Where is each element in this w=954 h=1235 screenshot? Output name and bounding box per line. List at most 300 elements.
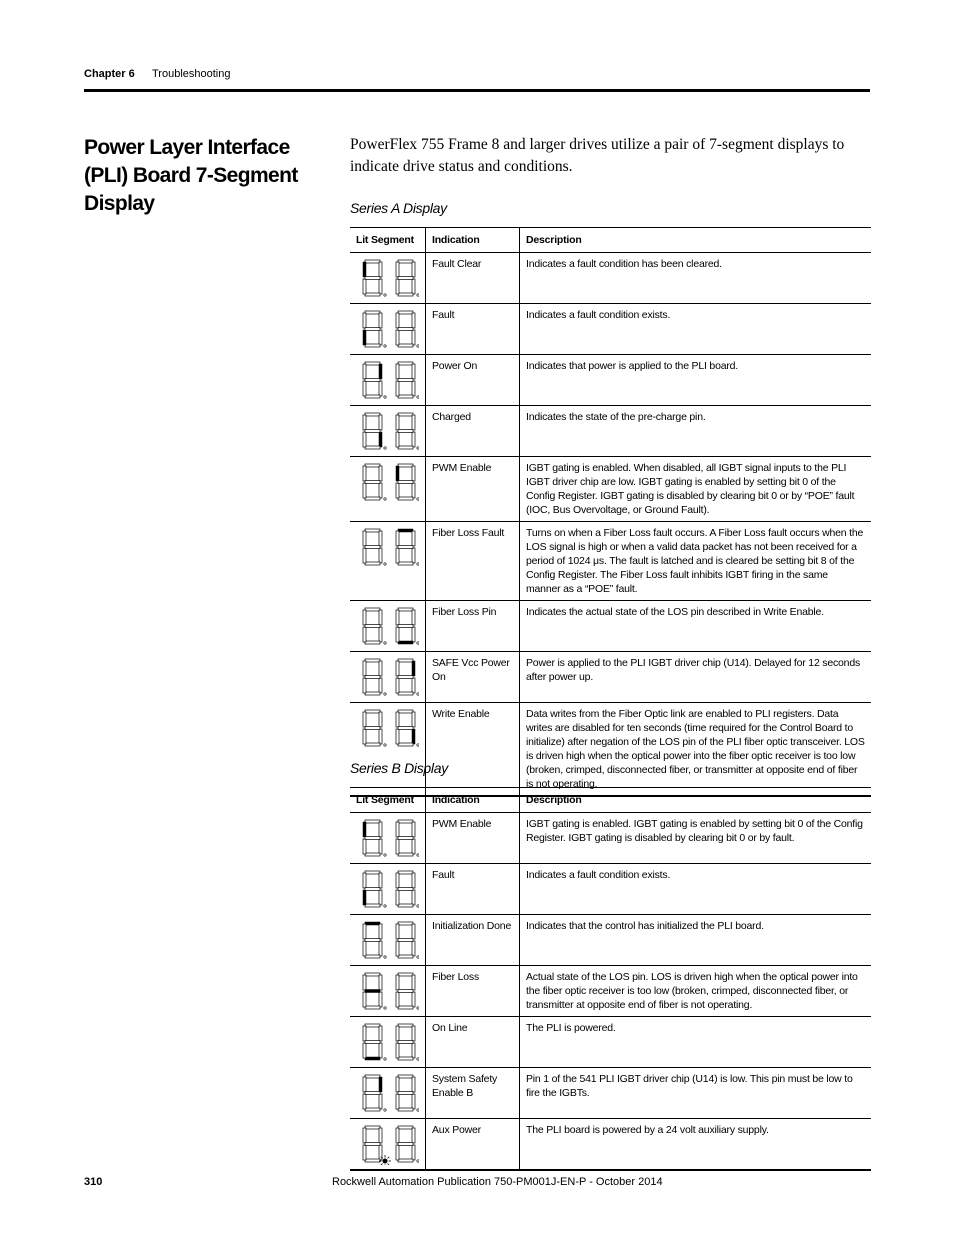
segment-f bbox=[363, 1128, 366, 1143]
lit-segment-cell bbox=[350, 253, 426, 304]
segment-c bbox=[412, 890, 415, 905]
segment-e bbox=[396, 279, 399, 294]
segment-d bbox=[365, 853, 380, 856]
segment-c bbox=[379, 381, 382, 396]
segment-e bbox=[363, 548, 366, 563]
segment-e bbox=[363, 1043, 366, 1058]
segment-g bbox=[365, 379, 380, 382]
col-lit-segment: Lit Segment bbox=[350, 788, 426, 813]
segment-b bbox=[412, 262, 415, 277]
segment-f bbox=[396, 313, 399, 328]
segment-e bbox=[396, 483, 399, 498]
col-description: Description bbox=[520, 788, 872, 813]
table-row bbox=[350, 253, 871, 304]
seg-fiber-loss-fault-icon bbox=[353, 526, 419, 568]
segment-f-lit bbox=[363, 822, 366, 837]
segment-b bbox=[379, 661, 382, 676]
segment-d bbox=[365, 1159, 380, 1162]
lit-segment-cell bbox=[350, 457, 426, 522]
indication-cell: Initialization Done bbox=[426, 915, 520, 966]
segment-a bbox=[365, 1126, 380, 1129]
table-row bbox=[350, 304, 871, 355]
segment-d bbox=[398, 1057, 413, 1060]
segment-f bbox=[396, 415, 399, 430]
indication-cell: Write Enable bbox=[426, 703, 520, 797]
segment-a bbox=[398, 1126, 413, 1129]
segment-f bbox=[363, 313, 366, 328]
indication-cell: Aux Power bbox=[426, 1119, 520, 1171]
segment-f bbox=[396, 1077, 399, 1092]
description-cell: Indicates the actual state of the LOS pin described in Write Enable. bbox=[520, 601, 872, 652]
segment-e bbox=[363, 839, 366, 854]
decimal-point bbox=[417, 854, 419, 856]
segment-a bbox=[398, 608, 413, 611]
segment-b bbox=[379, 1128, 382, 1143]
decimal-point bbox=[384, 294, 386, 296]
indication-cell: Fault Clear bbox=[426, 253, 520, 304]
segment-a bbox=[398, 413, 413, 416]
description-cell: The PLI board is powered by a 24 volt auxiliary supply. bbox=[520, 1119, 872, 1171]
segment-a bbox=[365, 362, 380, 365]
indication-cell: Fault bbox=[426, 864, 520, 915]
table-header-row bbox=[350, 228, 871, 253]
decimal-point bbox=[384, 854, 386, 856]
segment-b-lit bbox=[379, 364, 382, 379]
page-number: 310 bbox=[84, 1176, 103, 1188]
lit-segment-cell bbox=[350, 406, 426, 457]
decimal-point bbox=[384, 396, 386, 398]
series-a-rows bbox=[350, 253, 871, 797]
decimal-point bbox=[383, 1159, 387, 1163]
segment-b bbox=[379, 712, 382, 727]
segment-a bbox=[365, 260, 380, 263]
segment-c bbox=[412, 839, 415, 854]
description-cell: Data writes from the Fiber Optic link are enabled to PLI registers. Data writes are disabled for ten seconds (time required for the Control Board to initialize) after negation of the LOS pin of the PLI fiber optic transceiver. LOS is driven high when the optical power into the fiber optic receiver is too low (broken, crimped, disconnected fiber, or transmitter at opposite end of fiber is not operating. bbox=[520, 703, 872, 797]
segment-a bbox=[365, 413, 380, 416]
segment-g bbox=[398, 990, 413, 993]
segment-b-lit bbox=[412, 661, 415, 676]
segment-b bbox=[412, 610, 415, 625]
segment-d bbox=[398, 446, 413, 449]
segment-b bbox=[412, 313, 415, 328]
decimal-point bbox=[417, 498, 419, 500]
segment-c bbox=[379, 1043, 382, 1058]
segment-e bbox=[396, 548, 399, 563]
segment-g bbox=[398, 481, 413, 484]
seg-aux-power-icon bbox=[353, 1123, 419, 1165]
segment-b bbox=[412, 364, 415, 379]
decimal-point bbox=[417, 642, 419, 644]
lit-segment-cell bbox=[350, 1017, 426, 1068]
segment-f bbox=[363, 1026, 366, 1041]
lit-segment-cell bbox=[350, 652, 426, 703]
segment-g bbox=[365, 888, 380, 891]
segment-b bbox=[412, 1077, 415, 1092]
segment-d bbox=[365, 1108, 380, 1111]
segment-e bbox=[396, 890, 399, 905]
seg-on-line-icon bbox=[353, 1021, 419, 1063]
decimal-point bbox=[417, 1058, 419, 1060]
indication-cell: Fault bbox=[426, 304, 520, 355]
segment-a bbox=[398, 922, 413, 925]
segment-g bbox=[398, 939, 413, 942]
segment-f bbox=[363, 873, 366, 888]
description-cell: Indicates that power is applied to the PLI board. bbox=[520, 355, 872, 406]
segment-d bbox=[365, 692, 380, 695]
segment-g bbox=[365, 481, 380, 484]
segment-b bbox=[379, 975, 382, 990]
segment-e bbox=[396, 1145, 399, 1160]
segment-g bbox=[365, 939, 380, 942]
segment-g bbox=[398, 1143, 413, 1146]
segment-e bbox=[363, 381, 366, 396]
seg-fault-icon bbox=[353, 868, 419, 910]
seg-power-on-icon bbox=[353, 359, 419, 401]
segment-e bbox=[363, 432, 366, 447]
segment-d bbox=[365, 446, 380, 449]
segment-g-lit bbox=[365, 990, 380, 993]
decimal-point bbox=[417, 396, 419, 398]
segment-d bbox=[365, 641, 380, 644]
segment-f bbox=[363, 610, 366, 625]
lit-segment-cell bbox=[350, 1068, 426, 1119]
segment-a bbox=[365, 311, 380, 314]
series-a-table bbox=[350, 227, 871, 797]
decimal-point bbox=[384, 345, 386, 347]
segment-g bbox=[398, 676, 413, 679]
series-b-table bbox=[350, 787, 871, 1171]
segment-c bbox=[379, 839, 382, 854]
seg-charged-icon bbox=[353, 410, 419, 452]
lit-segment-cell bbox=[350, 915, 426, 966]
indication-cell: Power On bbox=[426, 355, 520, 406]
series-b-caption: Series B Display bbox=[350, 760, 448, 776]
segment-g bbox=[365, 625, 380, 628]
seg-initialization-done-icon bbox=[353, 919, 419, 961]
segment-g bbox=[365, 837, 380, 840]
decimal-point bbox=[384, 744, 386, 746]
segment-f bbox=[363, 924, 366, 939]
description-cell: Indicates a fault condition exists. bbox=[520, 304, 872, 355]
segment-c bbox=[379, 992, 382, 1007]
col-description: Description bbox=[520, 228, 872, 253]
segment-g bbox=[365, 328, 380, 331]
segment-a bbox=[365, 464, 380, 467]
segment-d-lit bbox=[365, 1057, 380, 1060]
table-header-row bbox=[350, 788, 871, 813]
segment-c bbox=[379, 941, 382, 956]
segment-f bbox=[396, 262, 399, 277]
segment-b bbox=[379, 822, 382, 837]
segment-g bbox=[398, 546, 413, 549]
table-row bbox=[350, 355, 871, 406]
segment-a bbox=[398, 1024, 413, 1027]
segment-c bbox=[412, 1043, 415, 1058]
segment-c bbox=[412, 330, 415, 345]
segment-d bbox=[398, 293, 413, 296]
segment-a bbox=[398, 362, 413, 365]
segment-c bbox=[412, 627, 415, 642]
header-rule bbox=[84, 89, 870, 92]
segment-g bbox=[365, 676, 380, 679]
segment-g bbox=[398, 1041, 413, 1044]
segment-c bbox=[379, 330, 382, 345]
segment-d bbox=[365, 1006, 380, 1009]
lit-segment-cell bbox=[350, 703, 426, 797]
segment-b bbox=[379, 924, 382, 939]
segment-e bbox=[396, 1094, 399, 1109]
segment-g bbox=[398, 277, 413, 280]
table-row bbox=[350, 1068, 871, 1119]
decimal-point bbox=[417, 294, 419, 296]
table-row bbox=[350, 966, 871, 1017]
decimal-point bbox=[384, 693, 386, 695]
segment-d bbox=[398, 344, 413, 347]
lit-segment-cell bbox=[350, 522, 426, 601]
segment-g bbox=[398, 1092, 413, 1095]
segment-g bbox=[398, 328, 413, 331]
segment-a bbox=[365, 608, 380, 611]
decimal-point bbox=[417, 1160, 419, 1162]
table-row bbox=[350, 406, 871, 457]
segment-a bbox=[365, 1075, 380, 1078]
publication-info: Rockwell Automation Publication 750-PM001J-EN-P - October 2014 bbox=[332, 1176, 663, 1188]
segment-g bbox=[365, 727, 380, 730]
segment-g bbox=[365, 277, 380, 280]
series-a-caption: Series A Display bbox=[350, 200, 447, 216]
segment-f-lit bbox=[363, 262, 366, 277]
segment-e bbox=[363, 627, 366, 642]
segment-e bbox=[363, 483, 366, 498]
description-cell: Power is applied to the PLI IGBT driver chip (U14). Delayed for 12 seconds after power up. bbox=[520, 652, 872, 703]
description-cell: The PLI is powered. bbox=[520, 1017, 872, 1068]
segment-e bbox=[396, 678, 399, 693]
table-row bbox=[350, 601, 871, 652]
decimal-point bbox=[384, 498, 386, 500]
decimal-point bbox=[417, 1109, 419, 1111]
segment-b bbox=[412, 924, 415, 939]
segment-g bbox=[398, 888, 413, 891]
segment-b bbox=[412, 1128, 415, 1143]
segment-d bbox=[365, 293, 380, 296]
segment-e bbox=[396, 729, 399, 744]
table-row bbox=[350, 703, 871, 797]
segment-d bbox=[398, 395, 413, 398]
description-cell: IGBT gating is enabled. IGBT gating is enabled by setting bit 0 of the Config Register. IGBT gating is disabled by clearing bit 0 or by fault. bbox=[520, 813, 872, 864]
segment-d bbox=[398, 955, 413, 958]
segment-a bbox=[365, 659, 380, 662]
segment-e bbox=[396, 992, 399, 1007]
segment-f bbox=[396, 1128, 399, 1143]
segment-e-lit bbox=[363, 330, 366, 345]
segment-a bbox=[365, 710, 380, 713]
segment-b bbox=[379, 531, 382, 546]
segment-f-lit bbox=[396, 466, 399, 481]
segment-c bbox=[379, 483, 382, 498]
segment-f bbox=[396, 364, 399, 379]
table-row bbox=[350, 1119, 871, 1171]
description-cell: Actual state of the LOS pin. LOS is driven high when the optical power into the fiber optic receiver is too low (broken, crimped, disconnected fiber, or transmitter at opposite end of fiber is not operating. bbox=[520, 966, 872, 1017]
segment-e-lit bbox=[363, 890, 366, 905]
chapter-label: Chapter 6 bbox=[84, 68, 135, 80]
segment-a bbox=[398, 1075, 413, 1078]
segment-a bbox=[365, 1024, 380, 1027]
description-cell: Pin 1 of the 541 PLI IGBT driver chip (U14) is low. This pin must be low to fire the IGBTs. bbox=[520, 1068, 872, 1119]
segment-e bbox=[363, 992, 366, 1007]
segment-f bbox=[363, 975, 366, 990]
segment-d bbox=[398, 853, 413, 856]
segment-e bbox=[396, 1043, 399, 1058]
section-title: Power Layer Interface (PLI) Board 7-Segment Display bbox=[84, 136, 298, 215]
decimal-point bbox=[417, 744, 419, 746]
segment-a bbox=[398, 973, 413, 976]
segment-d bbox=[365, 562, 380, 565]
segment-b bbox=[379, 610, 382, 625]
decimal-point bbox=[384, 1058, 386, 1060]
description-cell: Turns on when a Fiber Loss fault occurs. A Fiber Loss fault occurs when the LOS signal is high or when a valid data packet has not been received for a period of 1024 μs. The fault is latched and is cleared be setting bit 8 of the Config Register. The Fiber Loss fault inhibits IGBT firing in the same manner as a “POE” fault. bbox=[520, 522, 872, 601]
segment-d bbox=[365, 955, 380, 958]
decimal-point bbox=[384, 956, 386, 958]
segment-a bbox=[398, 871, 413, 874]
segment-f bbox=[396, 873, 399, 888]
segment-d-lit bbox=[398, 641, 413, 644]
segment-b bbox=[379, 262, 382, 277]
segment-e bbox=[363, 941, 366, 956]
segment-d bbox=[398, 692, 413, 695]
col-lit-segment: Lit Segment bbox=[350, 228, 426, 253]
seg-fiber-loss-icon bbox=[353, 970, 419, 1012]
segment-c bbox=[412, 381, 415, 396]
lit-segment-cell bbox=[350, 601, 426, 652]
segment-g bbox=[398, 430, 413, 433]
indication-cell: System Safety Enable B bbox=[426, 1068, 520, 1119]
segment-g bbox=[398, 625, 413, 628]
table-row bbox=[350, 1017, 871, 1068]
col-indication: Indication bbox=[426, 228, 520, 253]
segment-f bbox=[363, 712, 366, 727]
segment-b bbox=[379, 466, 382, 481]
segment-e bbox=[396, 381, 399, 396]
series-b-rows bbox=[350, 813, 871, 1171]
segment-g bbox=[398, 837, 413, 840]
segment-c bbox=[379, 548, 382, 563]
segment-d bbox=[365, 395, 380, 398]
segment-g bbox=[365, 546, 380, 549]
segment-a bbox=[365, 820, 380, 823]
table-row bbox=[350, 652, 871, 703]
seg-write-enable-icon bbox=[353, 707, 419, 749]
segment-c bbox=[412, 678, 415, 693]
segment-d bbox=[398, 1006, 413, 1009]
segment-d bbox=[398, 1108, 413, 1111]
segment-d bbox=[365, 904, 380, 907]
segment-b bbox=[412, 712, 415, 727]
segment-a bbox=[398, 311, 413, 314]
segment-b bbox=[412, 975, 415, 990]
segment-d bbox=[398, 743, 413, 746]
seg-system-safety-enable-b-icon bbox=[353, 1072, 419, 1114]
segment-b bbox=[412, 822, 415, 837]
segment-c-lit bbox=[412, 729, 415, 744]
segment-a-lit bbox=[365, 922, 380, 925]
description-cell: IGBT gating is enabled. When disabled, all IGBT signal inputs to the PLI IGBT driver chip are low. IGBT gating is enabled by setting bit 0 of the Config Register. IGBT gating is disabled by clearing bit 0 or by “POE” fault (IOC, Bus Overvoltage, or Ground Fault). bbox=[520, 457, 872, 522]
segment-f bbox=[396, 924, 399, 939]
segment-c bbox=[412, 432, 415, 447]
segment-c bbox=[379, 1094, 382, 1109]
segment-b bbox=[412, 873, 415, 888]
segment-c bbox=[379, 729, 382, 744]
segment-f bbox=[396, 712, 399, 727]
indication-cell: PWM Enable bbox=[426, 457, 520, 522]
segment-f bbox=[396, 661, 399, 676]
segment-c bbox=[412, 548, 415, 563]
glow-ray bbox=[387, 1163, 389, 1165]
seg-pwm-enable-icon bbox=[353, 461, 419, 503]
lit-segment-cell bbox=[350, 966, 426, 1017]
segment-a bbox=[365, 973, 380, 976]
segment-a bbox=[365, 871, 380, 874]
segment-e bbox=[396, 839, 399, 854]
decimal-point bbox=[384, 905, 386, 907]
segment-d bbox=[365, 344, 380, 347]
segment-f bbox=[396, 531, 399, 546]
segment-a bbox=[398, 710, 413, 713]
lit-segment-cell bbox=[350, 864, 426, 915]
decimal-point bbox=[417, 563, 419, 565]
segment-g bbox=[365, 1143, 380, 1146]
segment-b bbox=[412, 1026, 415, 1041]
segment-e bbox=[363, 1145, 366, 1160]
description-cell: Indicates a fault condition has been cleared. bbox=[520, 253, 872, 304]
segment-f bbox=[396, 610, 399, 625]
indication-cell: Fiber Loss Pin bbox=[426, 601, 520, 652]
segment-c bbox=[379, 279, 382, 294]
segment-b bbox=[412, 466, 415, 481]
segment-a bbox=[398, 820, 413, 823]
segment-f bbox=[396, 822, 399, 837]
intro-paragraph: PowerFlex 755 Frame 8 and larger drives utilize a pair of 7-segment displays to indicate drive status and conditions. bbox=[350, 136, 845, 175]
description-cell: Indicates a fault condition exists. bbox=[520, 864, 872, 915]
indication-cell: Charged bbox=[426, 406, 520, 457]
indication-cell: Fiber Loss bbox=[426, 966, 520, 1017]
segment-b bbox=[412, 531, 415, 546]
decimal-point bbox=[417, 905, 419, 907]
segment-c bbox=[379, 678, 382, 693]
table-row bbox=[350, 522, 871, 601]
segment-g bbox=[365, 1092, 380, 1095]
segment-f bbox=[363, 661, 366, 676]
decimal-point bbox=[384, 1109, 386, 1111]
decimal-point bbox=[384, 563, 386, 565]
table-row bbox=[350, 864, 871, 915]
segment-g bbox=[398, 727, 413, 730]
chapter-title: Troubleshooting bbox=[152, 68, 231, 80]
decimal-point bbox=[417, 693, 419, 695]
segment-f bbox=[363, 1077, 366, 1092]
glow-ray bbox=[381, 1163, 383, 1165]
lit-segment-cell bbox=[350, 304, 426, 355]
glow-ray bbox=[387, 1157, 389, 1159]
lit-segment-cell bbox=[350, 355, 426, 406]
segment-f bbox=[363, 466, 366, 481]
lit-segment-cell bbox=[350, 813, 426, 864]
decimal-point bbox=[384, 447, 386, 449]
segment-e bbox=[396, 941, 399, 956]
segment-f bbox=[363, 531, 366, 546]
segment-e bbox=[396, 330, 399, 345]
seg-fiber-loss-pin-icon bbox=[353, 605, 419, 647]
seg-pwm-enable-icon bbox=[353, 817, 419, 859]
